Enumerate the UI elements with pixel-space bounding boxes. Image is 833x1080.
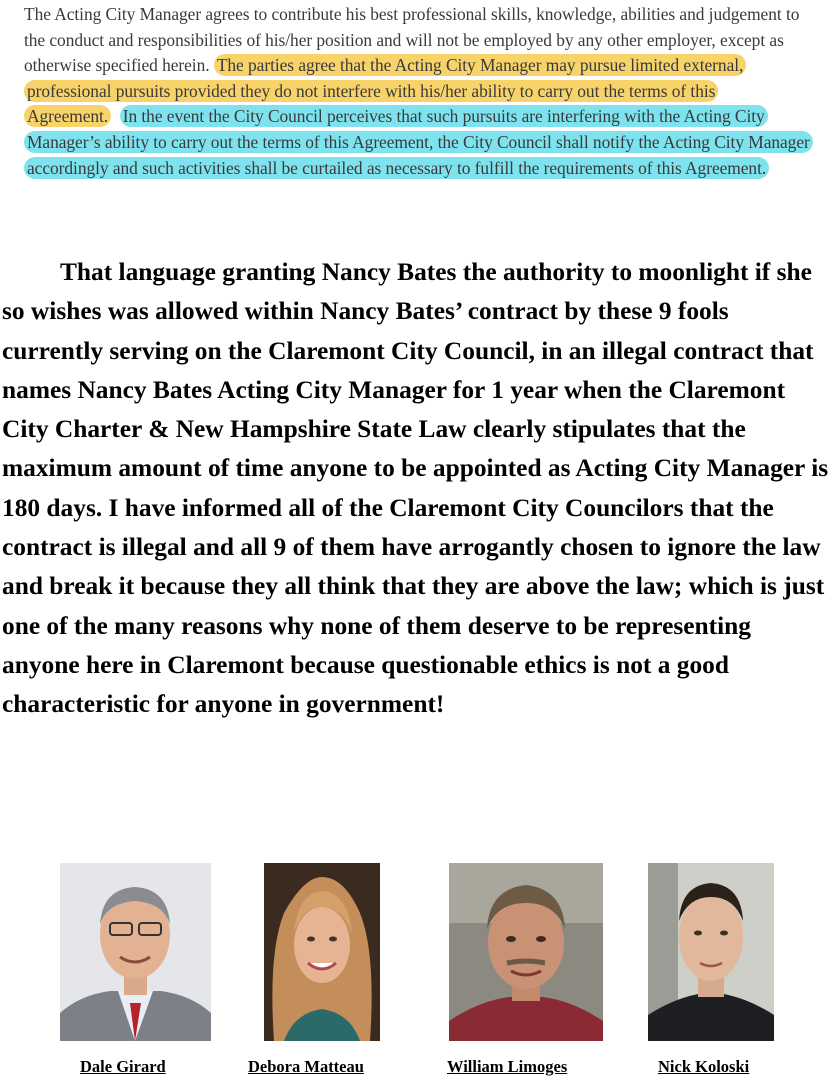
councilor-name-debora-matteau: Debora Matteau (248, 1057, 364, 1076)
councilor-name-william-limoges: William Limoges (447, 1057, 568, 1076)
councilor-name-nick-koloski: Nick Koloski (658, 1057, 750, 1076)
excerpt-yellow-highlight: The parties agree that the Acting City Manager may pursue limited external, professional pursuits provided they do not interfere with his/her ability to carry out the terms of this Agreement. (24, 54, 746, 127)
commentary-paragraph: That language granting Nancy Bates the authority to moonlight if she so wishes was allowed within Nancy Bates’ contract by these 9 fools currently serving on the Claremont City Council, in an illegal contract that names Nancy Bates Acting City Manager for 1 year when the Claremont City Charter & New Hampshire State Law clearly stipulates that the maximum amount of time anyone to be appointed as Acting City Manager is 180 days. I have informed all of the Claremont City Councilors that the contract is illegal and all 9 of them have arrogantly chosen to ignore the law and break it because they all think that they are above the law; which is just one of the many reasons why none of them deserve to be representing anyone here in Claremont because questionable ethics is not a good characteristic for anyone in government! (2, 258, 829, 719)
nick-koloski-photo (648, 863, 774, 1041)
debora-matteau-photo (264, 863, 380, 1041)
contract-excerpt (24, 2, 814, 181)
councilor-name-dale-girard: Dale Girard (80, 1057, 166, 1076)
excerpt-cyan-highlight: In the event the City Council perceives that such pursuits are interfering with the Acting City Manager’s ability to carry out the terms of this Agreement, the City Council shall notify the Acting City Manager accordingly and such activities shall be curtailed as necessary to fulfill the requirements of this Agreement. (24, 105, 813, 178)
william-limoges-photo (449, 863, 603, 1041)
excerpt-plain-text: The Acting City Manager agrees to contribute his best professional skills, knowledge, abilities and judgement to the conduct and responsibilities of his/her position and will not be employed by any other employer, except as otherwise specified herein. (24, 4, 800, 76)
dale-girard-photo (60, 863, 211, 1041)
